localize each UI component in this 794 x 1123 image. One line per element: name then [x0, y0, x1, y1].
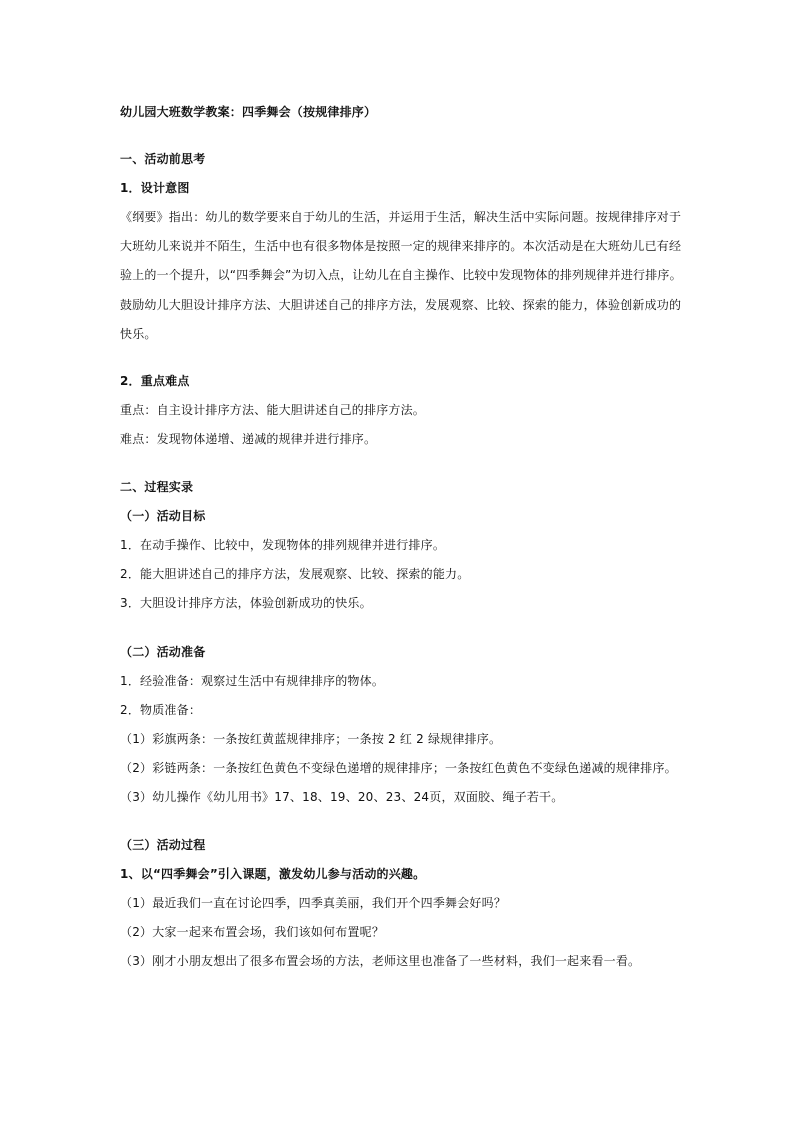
list-item: （2）大家一起来布置会场，我们该如何布置呢？	[120, 925, 385, 939]
subheading-activity-goals: （一）活动目标	[120, 509, 206, 523]
list-item: 1．在动手操作、比较中，发现物体的排列规律并进行排序。	[120, 538, 446, 552]
section-heading-preparation-thoughts: 一、活动前思考	[120, 152, 206, 166]
paragraph-line: 《纲要》指出：幼儿的数学要来自于幼儿的生活，并运用于生活，解决生活中实际问题。按规律排序对于	[120, 210, 682, 224]
list-item: （1）彩旗两条：一条按红黄蓝规律排序；一条按 2 红 2 绿规律排序。	[120, 732, 502, 746]
paragraph-line: 难点：发现物体递增、递减的规律并进行排序。	[120, 432, 377, 446]
subheading-activity-process: （三）活动过程	[120, 838, 206, 852]
list-item: （1）最近我们一直在讨论四季，四季真美丽，我们开个四季舞会好吗？	[120, 896, 507, 910]
list-item: 2．能大胆讲述自己的排序方法，发展观察、比较、探索的能力。	[120, 567, 470, 581]
list-item: （2）彩链两条：一条按红色黄色不变绿色递增的规律排序；一条按红色黄色不变绿色递减的规律排序。	[120, 761, 677, 775]
paragraph-line: 大班幼儿来说并不陌生，生活中也有很多物体是按照一定的规律来排序的。本次活动是在大班幼儿已有经	[120, 239, 682, 253]
paragraph-line: 快乐。	[120, 327, 157, 341]
step-heading: 1、以“四季舞会”引入课题，激发幼儿参与活动的兴趣。	[120, 867, 426, 881]
paragraph-line: 验上的一个提升，以“四季舞会”为切入点，让幼儿在自主操作、比较中发现物体的排列规律并进行排序。	[120, 268, 682, 282]
list-item: （3）幼儿操作《幼儿用书》17、18、19、20、23、24页，双面胶、绳子若干。	[120, 790, 564, 804]
list-item: 3．大胆设计排序方法，体验创新成功的快乐。	[120, 596, 372, 610]
document-title: 幼儿园大班数学教案：四季舞会（按规律排序）	[120, 105, 377, 119]
section-heading-process-record: 二、过程实录	[120, 480, 194, 494]
subheading-activity-prep: （二）活动准备	[120, 645, 206, 659]
list-item: （3）刚才小朋友想出了很多布置会场的方法，老师这里也准备了一些材料，我们一起来看一看。	[120, 954, 641, 968]
list-item: 2．物质准备：	[120, 703, 202, 717]
subheading-design-intent: 1．设计意图	[120, 181, 190, 195]
paragraph-line: 鼓励幼儿大胆设计排序方法、大胆讲述自己的排序方法，发展观察、比较、探索的能力，体验创新成功的	[120, 298, 682, 312]
list-item: 1．经验准备：观察过生活中有规律排序的物体。	[120, 674, 385, 688]
subheading-key-points: 2．重点难点	[120, 374, 190, 388]
paragraph-line: 重点：自主设计排序方法、能大胆讲述自己的排序方法。	[120, 403, 426, 417]
